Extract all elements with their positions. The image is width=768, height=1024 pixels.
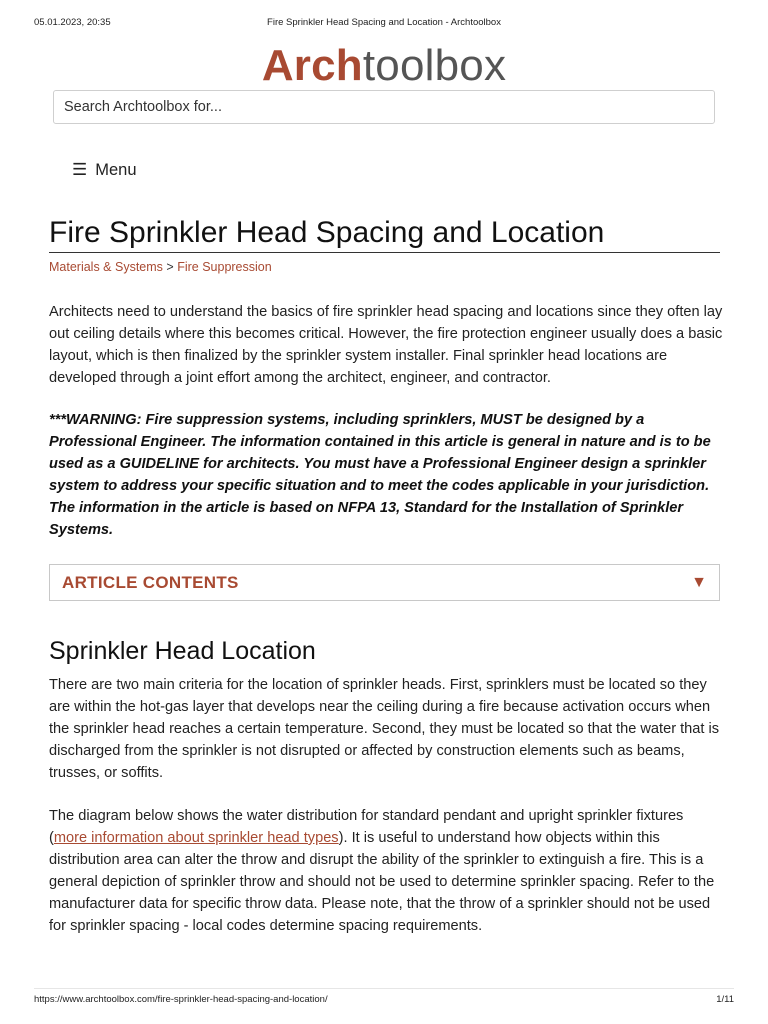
page-title: Fire Sprinkler Head Spacing and Location [49, 214, 720, 253]
breadcrumb-link-materials-systems[interactable]: Materials & Systems [49, 260, 163, 274]
sprinkler-head-types-link[interactable]: more information about sprinkler head types [53, 830, 339, 846]
print-footer [34, 994, 734, 1008]
article-contents-toggle[interactable] [49, 564, 720, 601]
logo-part-toolbox: toolbox [362, 41, 507, 90]
print-page-title: Fire Sprinkler Head Spacing and Location - Archtoolbox [267, 17, 501, 28]
location-criteria-paragraph: There are two main criteria for the location of sprinkler heads. First, sprinklers must be located so they are within the hot-gas layer that develops near the ceiling during a fire because activation occurs when the sprinkler head reaches a certain temperature. Second, they must be located so that the water that is discharged from the sprinkler is not disrupted or affected by construction elements such as beams, trusses, or soffits. [49, 677, 720, 781]
print-page-number: 1/11 [716, 994, 734, 1005]
logo-part-arch: Arch [261, 41, 363, 90]
warning-paragraph: ***WARNING: Fire suppression systems, including sprinklers, MUST be designed by a Professional Engineer. The information contained in this article is general in nature and is to be used as a GUIDELINE for architects. You must have a Professional Engineer design a sprinkler system to address your specific situation and to meet the codes applicable in your jurisdiction. The information in the article is based on NFPA 13, Standard for the Installation of Sprinkler Systems. [49, 412, 711, 538]
hamburger-icon: ☰ [72, 160, 88, 179]
paragraph-text-after-link: ). It is useful to understand how objects within this distribution area can alter the throw and disrupt the ability of the sprinkler to extinguish a fire. This is a general depiction of sprinkler throw and should not be used to determine sprinkler spacing. Refer to the manufacturer data for specific throw data. Please note, that the throw of a sprinkler should not be used for sprinkler spacing - local codes determine spacing requirements. [49, 830, 715, 934]
breadcrumb [49, 260, 272, 274]
breadcrumb-separator: > [166, 260, 174, 274]
search-input[interactable] [53, 90, 715, 124]
breadcrumb-link-fire-suppression[interactable]: Fire Suppression [177, 260, 272, 274]
paragraph-text-before-link: The diagram below shows the water distribution for standard pendant and upright sprinkler fixtures ( [49, 808, 684, 846]
print-datetime: 05.01.2023, 20:35 [34, 17, 111, 28]
menu-button[interactable] [72, 158, 137, 182]
section-heading: Sprinkler Head Location [49, 637, 316, 665]
intro-paragraph: Architects need to understand the basics of fire sprinkler head spacing and locations since they often lay out ceiling details where this becomes critical. However, the fire protection engineer usually does a basic layout, which is then finalized by the sprinkler system installer. Final sprinkler head locations are developed through a joint effort among the architect, engineer, and contractor. [49, 304, 723, 386]
article-contents-label: ARTICLE CONTENTS [62, 572, 239, 592]
footer-divider [34, 988, 734, 989]
caret-down-icon: ▼ [691, 573, 707, 591]
diagram-description-paragraph [49, 805, 724, 937]
print-header [34, 17, 734, 31]
menu-label: Menu [95, 160, 137, 179]
site-logo[interactable] [0, 40, 768, 92]
print-url: https://www.archtoolbox.com/fire-sprinkler-head-spacing-and-location/ [34, 994, 328, 1005]
